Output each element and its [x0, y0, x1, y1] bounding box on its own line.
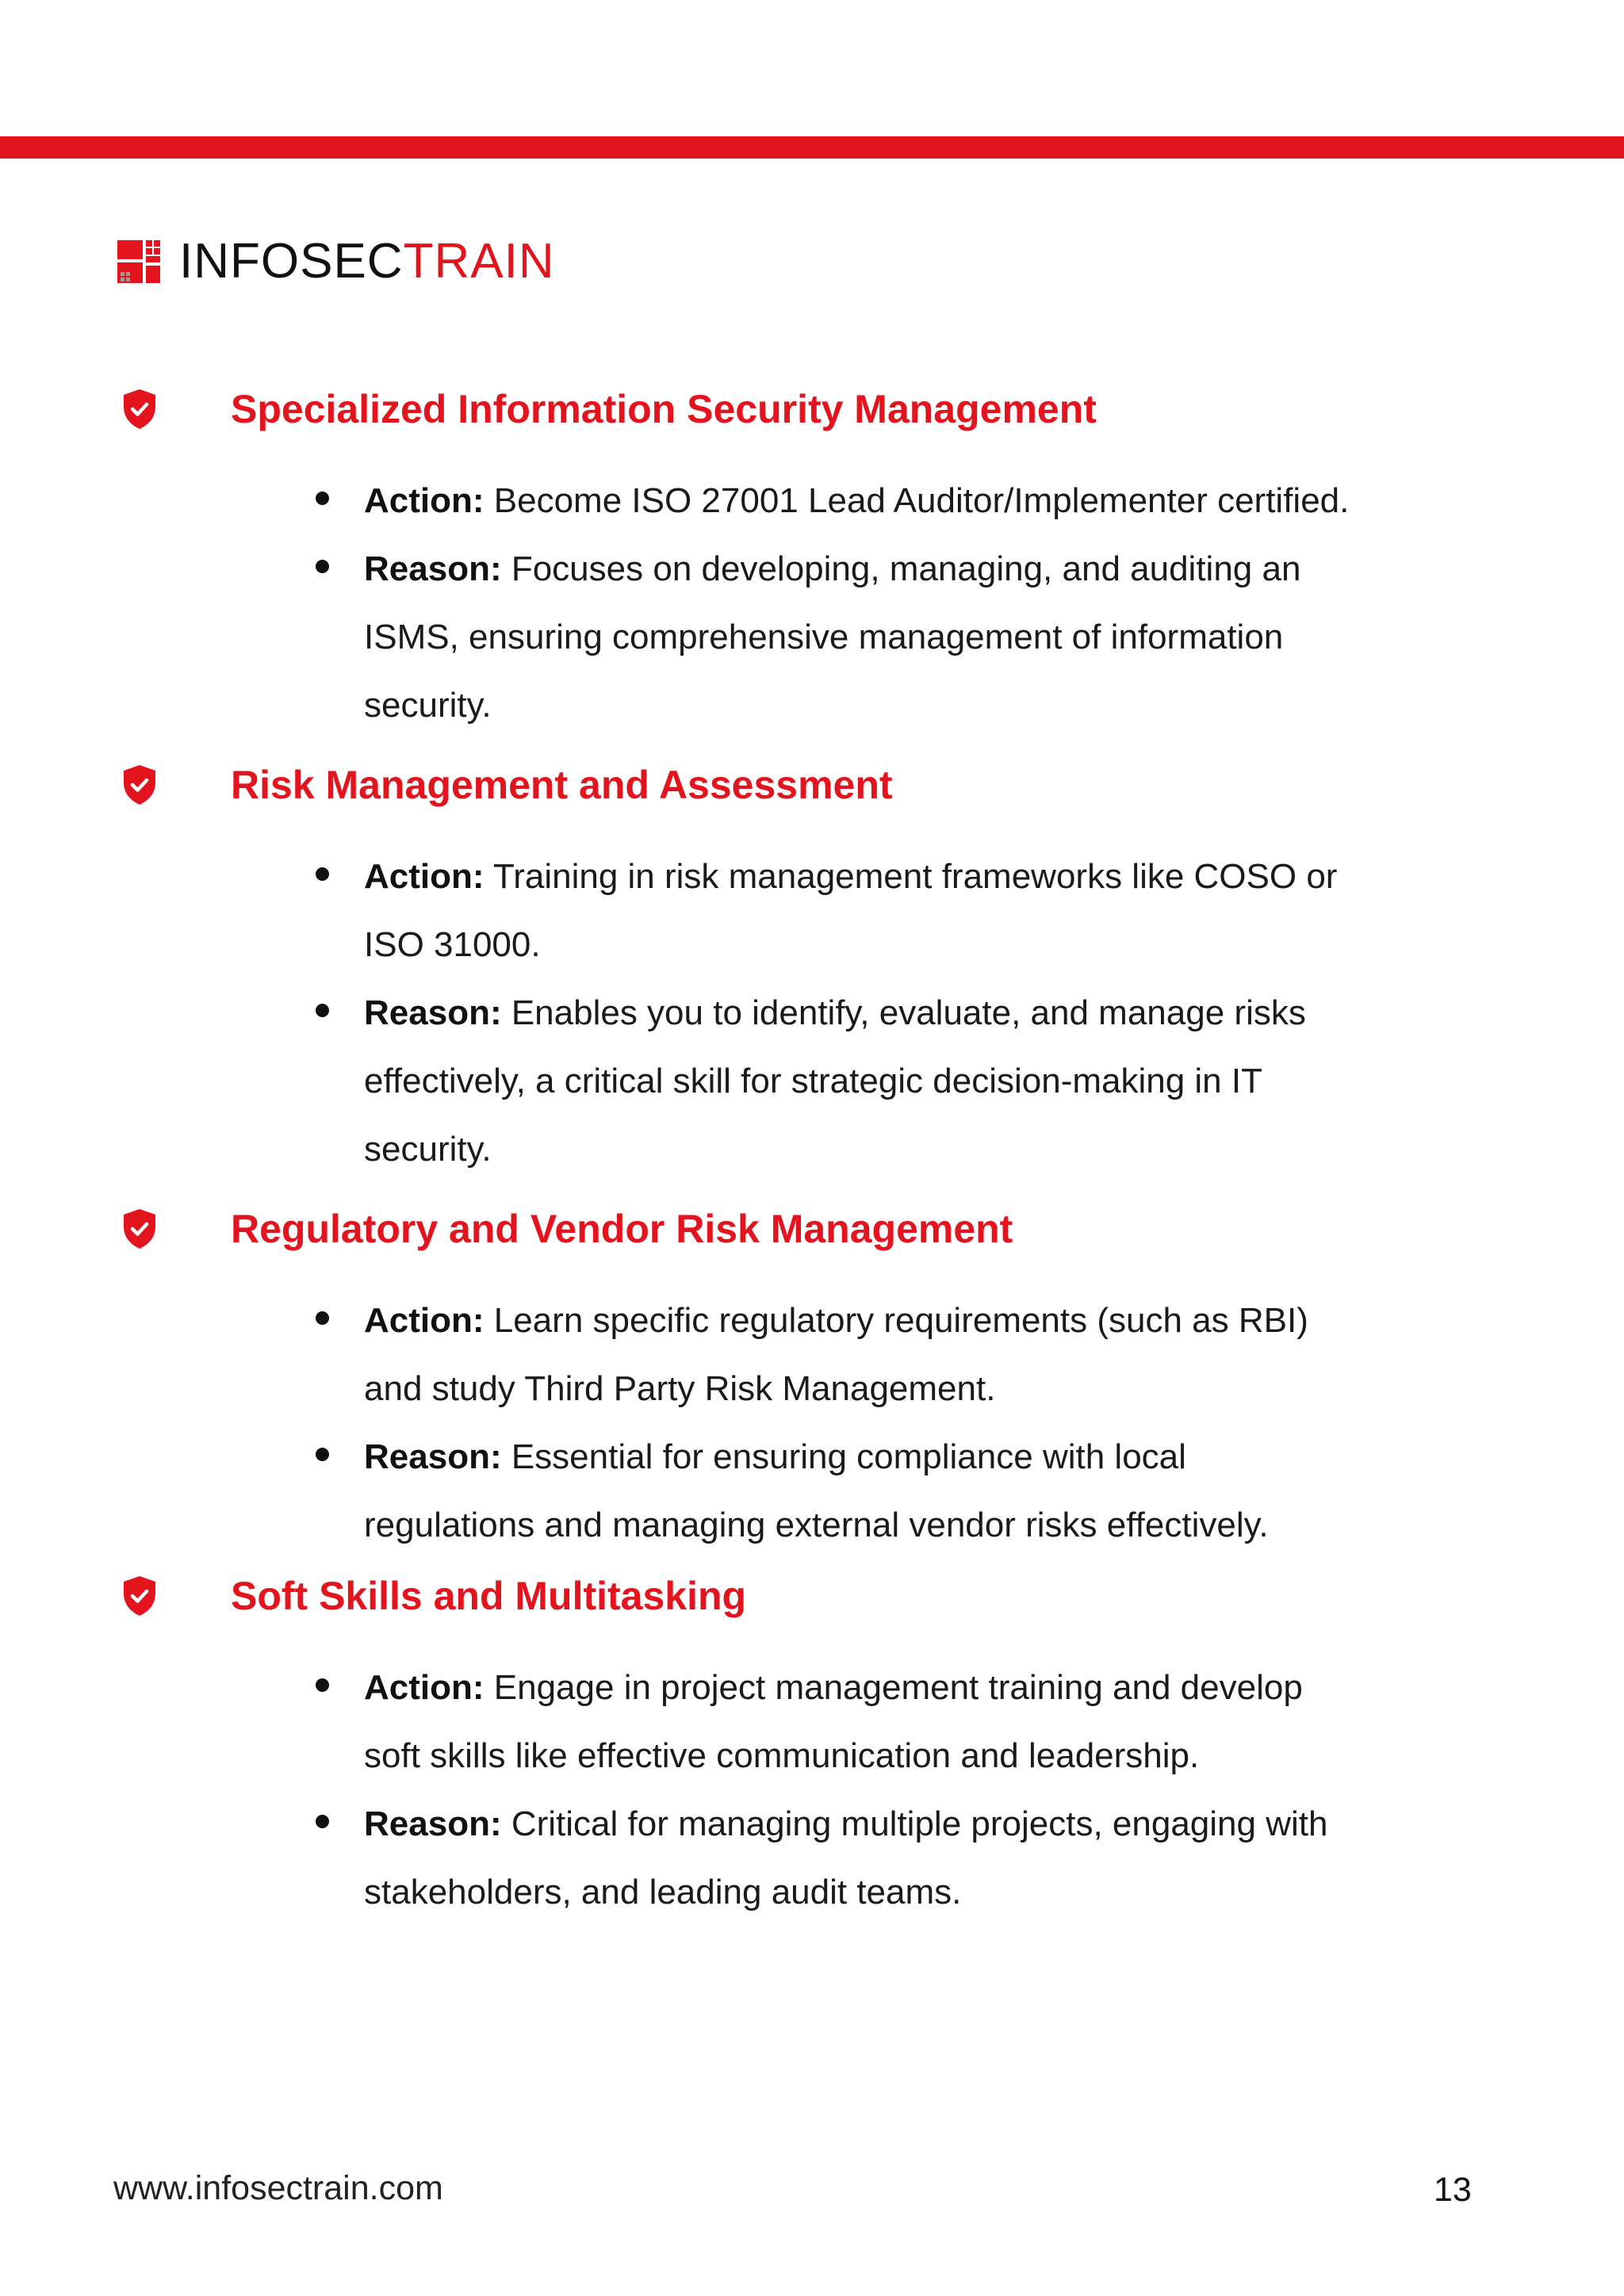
section-heading [0, 1568, 1624, 1624]
section-heading [0, 381, 1624, 437]
bullet-list [0, 1287, 1624, 1559]
bullet-dot [316, 560, 329, 573]
reason-label: Reason: [364, 549, 502, 588]
shield-check-icon [121, 763, 159, 806]
section-title: Regulatory and Vendor Risk Management [231, 1207, 1013, 1251]
action-item [0, 1654, 1624, 1790]
bullet-list [0, 843, 1624, 1184]
bullet-dot [316, 492, 329, 505]
section-heading [0, 757, 1624, 813]
shield-check-icon [121, 388, 159, 430]
bullet-dot [316, 1678, 329, 1692]
brand-wordmark [179, 234, 555, 289]
bullet-dot [316, 1448, 329, 1461]
reason-text: Essential for ensuring compliance with local regulations and managing external vendor risks effectively. [364, 1437, 1269, 1544]
action-label: Action: [364, 857, 485, 896]
brand-name-part1: INFOSEC [179, 234, 404, 289]
top-accent-bar [0, 136, 1624, 159]
infosectrain-grid-logo-icon [117, 240, 160, 283]
shield-check-icon [121, 1575, 159, 1617]
reason-text: Enables you to identify, evaluate, and manage risks effectively, a critical skill for strategic decision-making in IT security. [364, 993, 1306, 1169]
action-text: Become ISO 27001 Lead Auditor/Implementer certified. [493, 481, 1350, 520]
section-title: Specialized Information Security Management [231, 387, 1097, 431]
reason-label: Reason: [364, 993, 502, 1032]
reason-item [0, 979, 1624, 1184]
reason-text: Focuses on developing, managing, and auditing an ISMS, ensuring comprehensive management of information security. [364, 549, 1301, 725]
reason-item [0, 1423, 1624, 1559]
shield-check-icon [121, 1207, 159, 1250]
bullet-dot [316, 1004, 329, 1017]
action-item [0, 1287, 1624, 1423]
action-label: Action: [364, 1668, 485, 1707]
action-text: Training in risk management frameworks like COSO or ISO 31000. [364, 857, 1338, 964]
page-number: 13 [1434, 2171, 1472, 2209]
action-text: Learn specific regulatory requirements (such as RBI) and study Third Party Risk Management. [364, 1301, 1308, 1408]
bullet-dot [316, 1311, 329, 1325]
reason-label: Reason: [364, 1804, 502, 1843]
reason-item [0, 1790, 1624, 1927]
section-heading [0, 1201, 1624, 1257]
action-label: Action: [364, 1301, 485, 1340]
bullet-list [0, 467, 1624, 740]
bullet-dot [316, 1815, 329, 1828]
action-label: Action: [364, 481, 485, 520]
reason-label: Reason: [364, 1437, 502, 1476]
action-item [0, 467, 1624, 535]
action-item [0, 843, 1624, 979]
action-text: Engage in project management training and develop soft skills like effective communication and leadership. [364, 1668, 1303, 1775]
brand-name-part2: TRAIN [403, 234, 555, 289]
section-title: Soft Skills and Multitasking [231, 1574, 747, 1618]
bullet-dot [316, 867, 329, 881]
footer-website-link[interactable]: www.infosectrain.com [113, 2169, 443, 2207]
section-title: Risk Management and Assessment [231, 763, 893, 807]
logo [117, 234, 555, 289]
reason-text: Critical for managing multiple projects, engaging with stakeholders, and leading audit teams. [364, 1804, 1328, 1911]
reason-item [0, 535, 1624, 740]
bullet-list [0, 1654, 1624, 1927]
